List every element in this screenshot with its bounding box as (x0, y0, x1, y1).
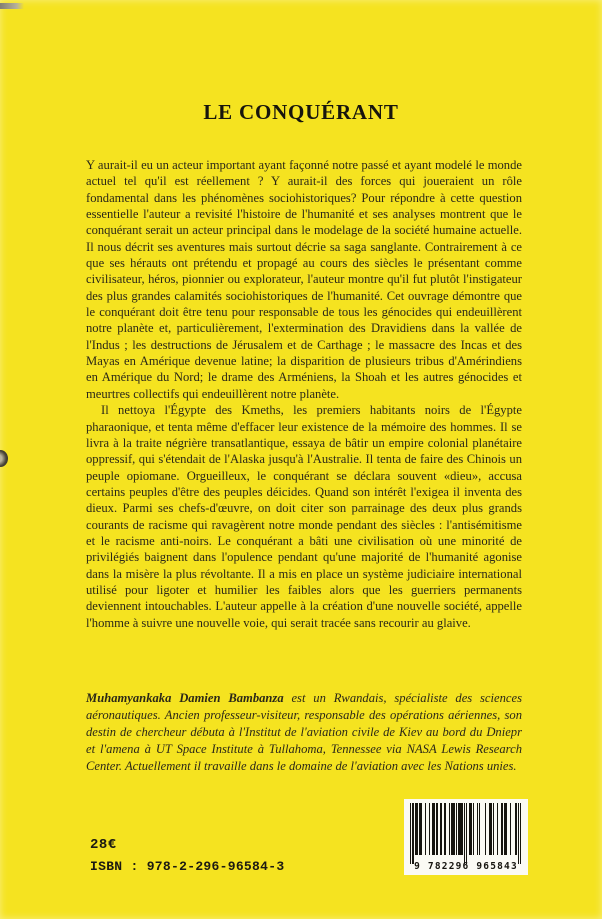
barcode-bars (410, 803, 523, 867)
price-label: 28€ (90, 837, 117, 853)
barcode-number: 9 782296 965843 (414, 861, 518, 872)
synopsis-paragraph-2: Il nettoya l'Égypte des Kmeths, les premiers habitants noirs de l'Égypte pharaonique, et tenta même d'effacer leur existence de la mémoire des hommes. Il se livra à la traite négrière transatlantique, essaya de bâtir un empire colonial planétaire oppressif, qui s'étendait de l'Alaska jusqu'à l'Australie. Il tenta de faire des Chinois un peuple opiomane. Orgueilleux, le conquérant se déclara souvent «dieu», accusa certains peuples d'être des peuples déicides. Quand son intérêt l'exigea il inventa des dieux. Parmi ses chefs-d'œuvre, on doit citer son parrainage des deux plus grands courants de racisme qui ravagèrent notre monde pendant des siècles : l'antisémitisme et le racisme anti-noirs. Le conquérant a bâti une civilisation où une minorité de privilégiés baignent dans l'opulence pendant qu'une majorité de l'humanité agonise dans la misère la plus révoltante. Il a mis en place un système judiciaire international utilisé pour ligoter et humilier les faibles alors que les guerriers permanents deviennent intouchables. L'auteur appelle à la création d'une nouvelle société, appelle l'homme à suivre une nouvelle voie, qui serait tracée sans recourir au glaive. (86, 403, 522, 630)
ean-barcode (404, 799, 528, 875)
book-title: LE CONQUÉRANT (203, 100, 399, 125)
spine-notch-mark (0, 450, 8, 467)
synopsis-block (86, 157, 522, 631)
author-bio-text: est un Rwandais, spécialiste des sciences aéronautiques. Ancien professeur-visiteur, responsable des opérations aériennes, son destin de chercheur débuta à l'Institut de l'aviation civile de Kiev au bord du Dniepr et l'amena à UT Space Institute à Tullahoma, Tennessee via NASA Lewis Research Center. Actuellement il travaille dans le domaine de l'aviation avec les Nations unies. (86, 691, 522, 773)
author-name: Muhamyankaka Damien Bambanza (86, 691, 284, 705)
scan-artifact-dash (0, 3, 24, 9)
isbn-label: ISBN : 978-2-296-96584-3 (90, 859, 285, 874)
author-bio (86, 690, 522, 775)
synopsis-paragraph-1: Y aurait-il eu un acteur important ayant façonné notre passé et ayant modelé le monde actuel tel qu'il est réellement ? Y aurait-il des forces qui joueraient un rôle fondamental dans les phénomènes sociohistoriques? Pour répondre à cette question essentielle l'auteur a revisité l'histoire de l'humanité et ses analyses montrent que le conquérant serait un acteur principal dans le modelage de la société humaine actuelle. Il nous décrit ses aventures mais surtout décrie sa saga sanglante. Contrairement à ce que ses hérauts ont prétendu et propagé au cours des siècles le présentant comme civilisateur, héros, pionnier ou explorateur, l'auteur montre qu'il fut plutôt l'instigateur des plus grandes calamités sociohistoriques de l'humanité. Cet ouvrage démontre que le conquérant doit être tenu pour responsable de tous les génocides qui endeuillèrent notre planète et, particulièrement, l'extermination des Dravidiens dans la vallée de l'Indus ; les destructions de Jérusalem et de Carthage ; le massacre des Incas et des Mayas en Amérique devenue latine; la disparition de plusieurs tribus d'Amérindiens en Amérique du Nord; le drame des Arméniens, la Shoah et les autres génocides et meurtres collectifs qui endeuillèrent notre planète. (86, 158, 522, 401)
